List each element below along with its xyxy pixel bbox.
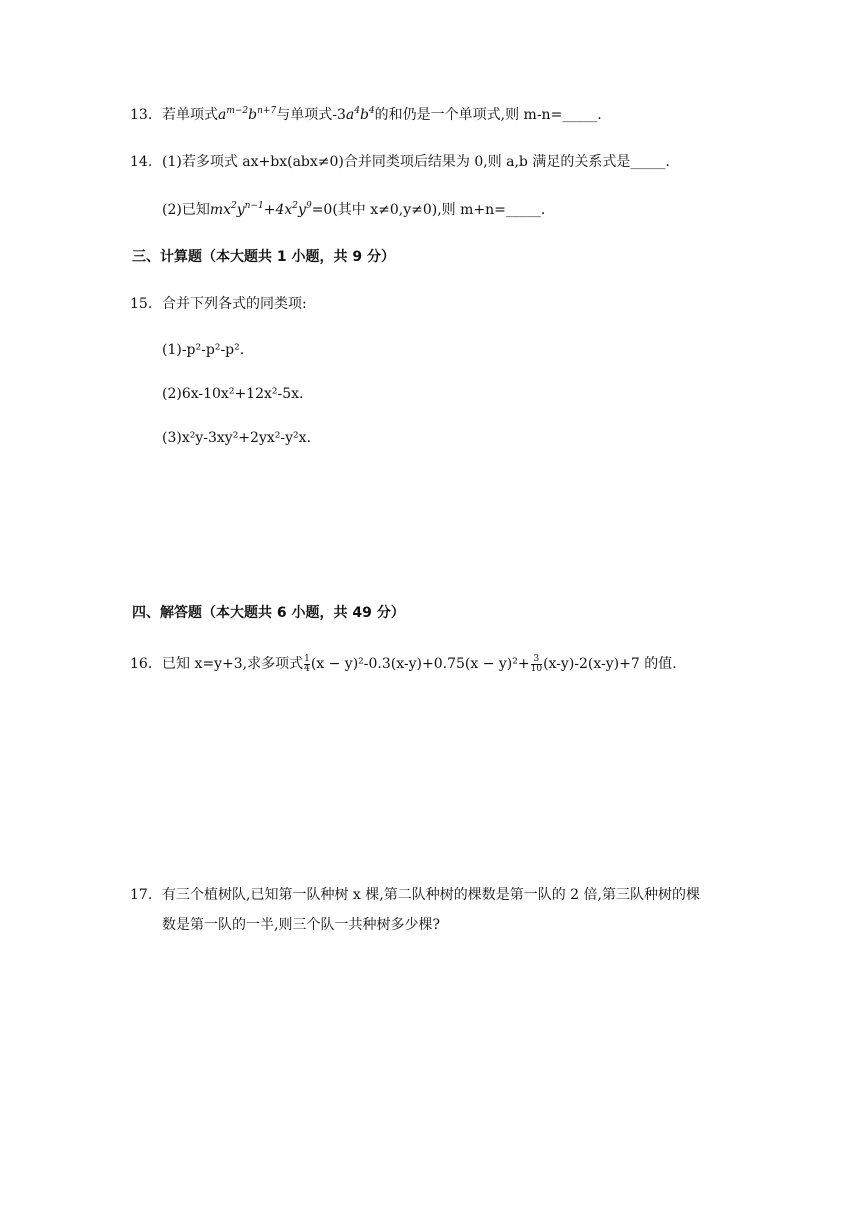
question-text (162, 105, 602, 125)
q13-prefix: 若单项式 (162, 107, 218, 123)
section-heading: 四、解答题（本大题共 6 小题，共 49 分） (132, 605, 405, 621)
q14-part2-suffix: =0(其中 x≠0,y≠0),则 m+n=_____. (311, 202, 546, 218)
fraction-one-quarter (304, 655, 310, 674)
q14-part2-prefix: (2)已知 (162, 202, 210, 218)
question-part-2 (162, 200, 545, 220)
question-number: 15. (130, 296, 153, 312)
q15-item-text: (2)6x-10x²+12x²-5x. (162, 386, 304, 402)
q13-monomial-2: $a^4b^4$ (345, 106, 375, 123)
fraction-denominator: 10 (530, 663, 543, 674)
q13-monomial-1: $a^{m-2}b^{n+7}$ (218, 106, 277, 123)
question-part-1: (1)若多项式 ax+bx(abx≠0)合并同类项后结果为 0,则 a,b 满足的关系式是_____. (162, 154, 670, 170)
question-number: 16. (130, 656, 153, 672)
question-text (162, 654, 677, 674)
q15-item-text: (3)x²y-3xy²+2yx²-y²x. (162, 430, 311, 446)
question-number: 17. (130, 887, 153, 903)
fraction-numerator: 1 (304, 653, 310, 664)
q16-suffix: (x-y)-2(x-y)+7 的值. (543, 656, 677, 672)
q16-prefix: 已知 x=y+3,求多项式 (162, 656, 304, 672)
question-number: 14. (130, 154, 153, 170)
q13-suffix: 的和仍是一个单项式,则 m-n=_____. (374, 107, 602, 123)
q16-middle: (x − y)²-0.3(x-y)+0.75(x − y)²+ (310, 656, 530, 672)
fraction-numerator: 3 (533, 653, 540, 664)
question-text-line-1: 有三个植树队,已知第一队种树 x 棵,第二队种树的棵数是第一队的 2 倍,第三队种树的棵 (162, 887, 700, 903)
question-number: 13. (130, 107, 153, 123)
q14-expression: $mx^2y^{n-1}+4x^2y^9$ (209, 201, 312, 218)
question-text: 合并下列各式的同类项: (162, 296, 307, 312)
fraction-three-tenths (531, 655, 542, 674)
fraction-denominator: 4 (304, 663, 310, 674)
section-heading: 三、计算题（本大题共 1 小题，共 9 分） (132, 249, 395, 265)
question-text-line-2: 数是第一队的一半,则三个队一共种树多少棵? (162, 917, 440, 933)
q13-mid: 与单项式-3 (276, 107, 346, 123)
q15-item-text: (1)-p²-p²-p². (162, 342, 245, 358)
